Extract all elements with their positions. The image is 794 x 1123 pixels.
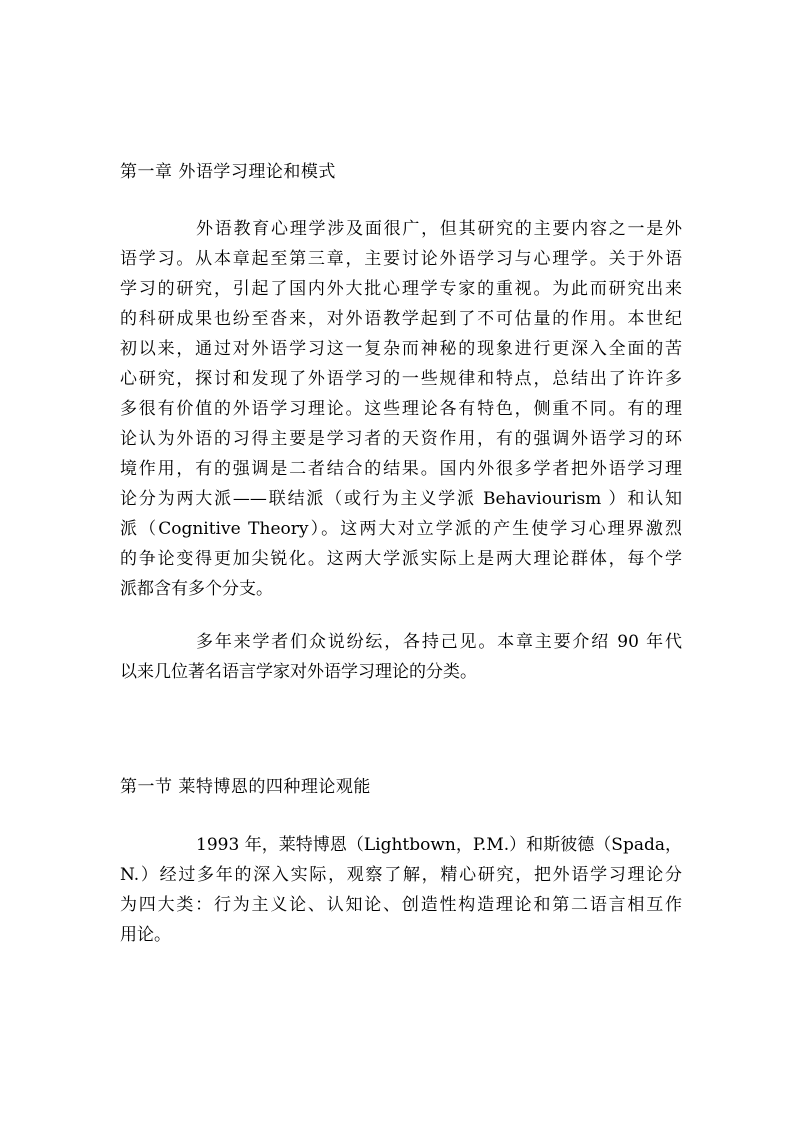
paragraph-line: 心研究，探讨和发现了外语学习的一些规律和特点，总结出了许许多: [120, 369, 682, 389]
paragraph-line: N.）经过多年的深入实际，观察了解，精心研究，把外语学习理论分: [120, 865, 682, 885]
paragraph-line: 的争论变得更加尖锐化。这两大学派实际上是两大理论群体，每个学: [120, 549, 682, 569]
paragraph-line: 1993 年，莱特博恩（Lightbown，P.M.）和斯彼德（Spada，: [196, 835, 682, 855]
paragraph-line: 多很有价值的外语学习理论。这些理论各有特色，侧重不同。有的理: [120, 399, 682, 419]
chapter-heading: 第一章 外语学习理论和模式: [120, 162, 336, 182]
paragraph-line: 外语教育心理学涉及面很广，但其研究的主要内容之一是外: [196, 219, 682, 239]
paragraph-line: 语学习。从本章起至第三章，主要讨论外语学习与心理学。关于外语: [120, 249, 682, 269]
paragraph-line: 学习的研究，引起了国内外大批心理学专家的重视。为此而研究出来: [120, 279, 682, 299]
paragraph-line: 派都含有多个分支。: [120, 579, 273, 599]
paragraph-line: 境作用，有的强调是二者结合的结果。国内外很多学者把外语学习理: [120, 459, 682, 479]
paragraph-line: 初以来，通过对外语学习这一复杂而神秘的现象进行更深入全面的苦: [120, 339, 682, 359]
paragraph-line: 派（Cognitive Theory）。这两大对立学派的产生使学习心理界激烈: [120, 519, 682, 539]
chapter-paragraph-1: [120, 214, 682, 604]
paragraph-line: 论分为两大派——联结派（或行为主义学派 Behaviourism ）和认知: [120, 489, 682, 509]
chapter-paragraph-2: [120, 627, 682, 687]
paragraph-line: 论认为外语的习得主要是学习者的天资作用，有的强调外语学习的环: [120, 429, 682, 449]
paragraph-line: 为四大类：行为主义论、认知论、创造性构造理论和第二语言相互作: [120, 895, 682, 915]
paragraph-line: 多年来学者们众说纷纭，各持己见。本章主要介绍 90 年代: [196, 632, 682, 652]
paragraph-line: 用论。: [120, 925, 171, 945]
paragraph-line: 以来几位著名语言学家对外语学习理论的分类。: [120, 662, 477, 682]
paragraph-line: 的科研成果也纷至沓来，对外语教学起到了不可估量的作用。本世纪: [120, 309, 682, 329]
section-heading: 第一节 莱特博恩的四种理论观能: [120, 777, 371, 797]
section-paragraph-1: [120, 830, 682, 950]
